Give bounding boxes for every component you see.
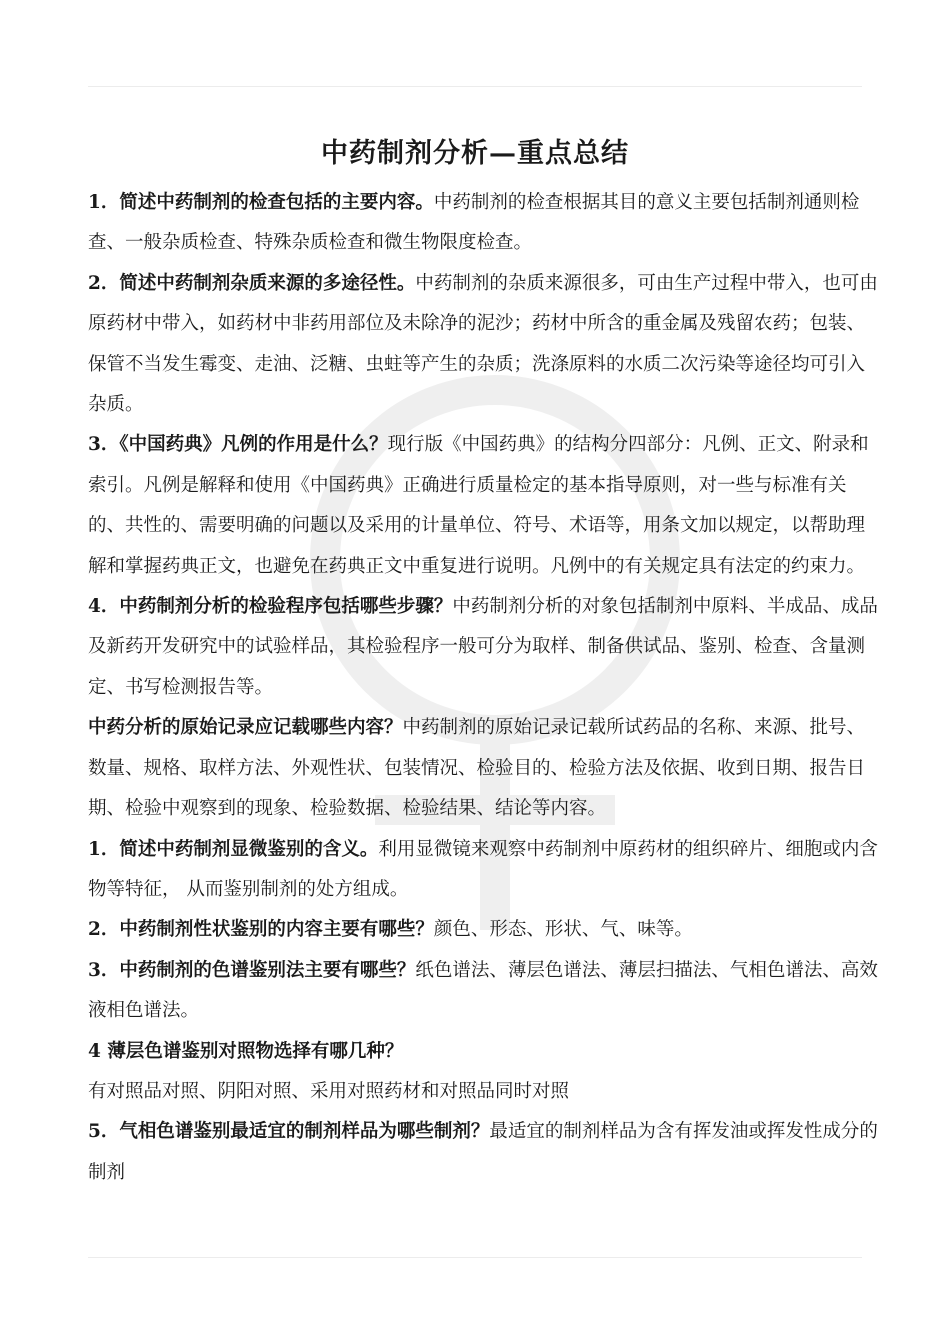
answer: 中药制剂的杂质来源很多，可由生产过程中带入，也可由原药材中带入，如药材中非药用部位及未除净的泥沙；药材中所含的重金属及残留农药；包装、保管不当发生霉变、走油、泛糖、虫蛀等产生的杂质；洗涤原料的水质二次污染等途径均可引入杂质。 bbox=[88, 272, 878, 416]
paragraph-6 bbox=[88, 830, 878, 911]
document-body bbox=[88, 183, 878, 1193]
top-rule bbox=[88, 86, 862, 87]
question: 2．简述中药制剂杂质来源的多途径性。 bbox=[88, 272, 416, 294]
paragraph-11 bbox=[88, 1112, 878, 1193]
answer: 中药制剂分析的对象包括制剂中原料、半成品、成品及新药开发研究中的试验样品，其检验程序一般可分为取样、制备供试品、鉴别、检查、含量测定、书写检测报告等。 bbox=[88, 596, 878, 698]
paragraph-2 bbox=[88, 264, 878, 426]
paragraph-10 bbox=[88, 1072, 878, 1112]
question: 中药分析的原始记录应记载哪些内容？ bbox=[88, 717, 403, 739]
question: 5．气相色谱鉴别最适宜的制剂样品为哪些制剂？ bbox=[88, 1121, 490, 1143]
paragraph-8 bbox=[88, 951, 878, 1032]
question: 2．中药制剂性状鉴别的内容主要有哪些？ bbox=[88, 919, 434, 941]
paragraph-9 bbox=[88, 1032, 878, 1072]
answer: 最适宜的制剂样品为含有挥发油或挥发性成分的制剂 bbox=[88, 1121, 878, 1183]
answer: 纸色谱法、薄层色谱法、薄层扫描法、气相色谱法、高效液相色谱法。 bbox=[88, 959, 878, 1022]
paragraph-4 bbox=[88, 587, 878, 708]
answer: 颜色、形态、形状、气、味等。 bbox=[433, 919, 693, 941]
paragraph-3 bbox=[88, 425, 878, 587]
paragraph-7 bbox=[88, 910, 878, 950]
paragraph-5 bbox=[88, 708, 878, 829]
page-title: 中药制剂分析—重点总结 bbox=[321, 138, 629, 170]
question: 3．《中国药典》凡例的作用是什么？ bbox=[88, 434, 388, 456]
paragraph-1 bbox=[88, 183, 878, 264]
bottom-rule bbox=[88, 1257, 862, 1258]
answer: 中药制剂的检查根据其目的意义主要包括制剂通则检查、一般杂质检查、特殊杂质检查和微生物限度检查。 bbox=[88, 192, 860, 254]
answer: 利用显微镜来观察中药制剂中原药材的组织碎片、细胞或内含物等特征， 从而鉴别制剂的处方组成。 bbox=[88, 838, 878, 900]
question: 4 薄层色谱鉴别对照物选择有哪几种？ bbox=[88, 1040, 404, 1062]
question: 3．中药制剂的色谱鉴别法主要有哪些？ bbox=[88, 959, 416, 981]
question: 4．中药制剂分析的检验程序包括哪些步骤？ bbox=[88, 596, 453, 618]
answer: 有对照品对照、阴阳对照、采用对照药材和对照品同时对照 bbox=[88, 1080, 570, 1102]
answer: 现行版《中国药典》的结构分四部分：凡例、正文、附录和索引。凡例是解释和使用《中国药典》正确进行质量检定的基本指导原则，对一些与标准有关的、共性的、需要明确的问题以及采用的计量单位、符号、术语等，用条文加以规定，以帮助理解和掌握药典正文，也避免在药典正文中重复进行说明。凡例中的有关规定具有法定的约束力。 bbox=[88, 434, 869, 577]
answer: 中药制剂的原始记录记载所试药品的名称、来源、批号、数量、规格、取样方法、外观性状、包装情况、检验目的、检验方法及依据、收到日期、报告日期、检验中观察到的现象、检验数据、检验结果、结论等内容。 bbox=[88, 717, 866, 820]
question: 1．简述中药制剂的检查包括的主要内容。 bbox=[88, 192, 434, 213]
question: 1．简述中药制剂显微鉴别的含义。 bbox=[88, 838, 379, 860]
